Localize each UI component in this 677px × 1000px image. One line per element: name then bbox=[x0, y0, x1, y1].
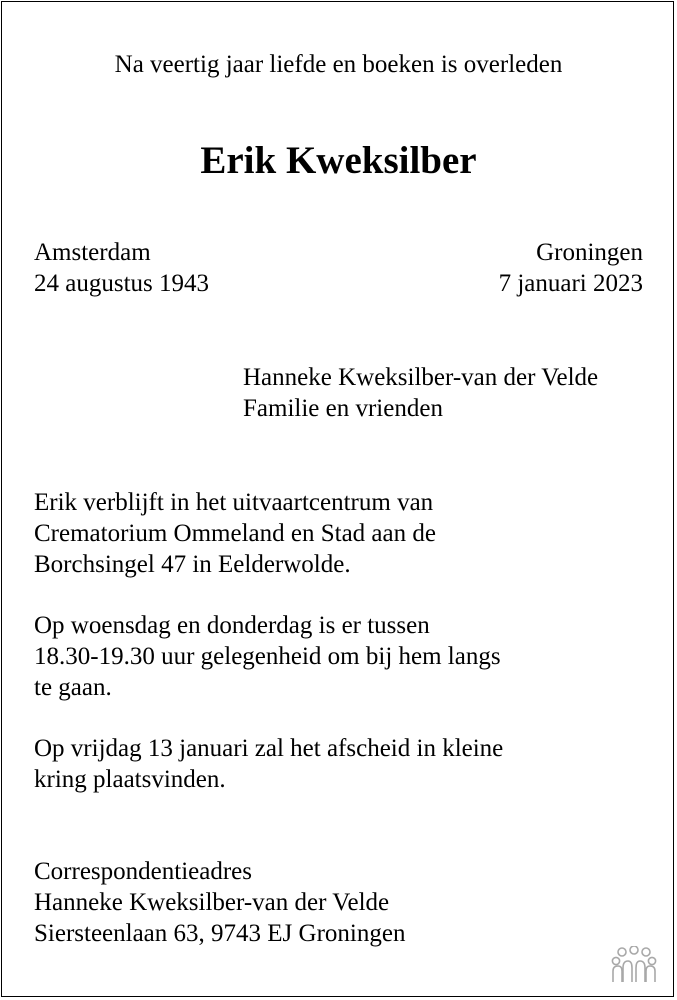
birth-place: Amsterdam bbox=[34, 239, 151, 266]
paragraph-line: Op woensdag en donderdag is er tussen bbox=[34, 612, 430, 639]
intro-line: Na veertig jaar liefde en boeken is overleden bbox=[114, 51, 563, 78]
paragraph-line: Op vrijdag 13 januari zal het afscheid in kleine bbox=[34, 735, 504, 762]
paragraph-line: 18.30-19.30 uur gelegenheid om bij hem langs bbox=[34, 643, 501, 670]
paragraph-line: te gaan. bbox=[34, 674, 112, 701]
deceased-name: Erik Kweksilber bbox=[200, 139, 477, 182]
paragraph-visitation-location bbox=[34, 487, 436, 580]
people-group-icon bbox=[611, 946, 657, 984]
survivor-line: Familie en vrienden bbox=[243, 395, 443, 422]
survivor-line: Hanneke Kweksilber-van der Velde bbox=[243, 364, 599, 391]
death-date: 7 januari 2023 bbox=[498, 270, 643, 297]
correspondence-street: Siersteenlaan 63, 9743 EJ Groningen bbox=[34, 920, 406, 947]
death-place: Groningen bbox=[536, 239, 643, 266]
paragraph-farewell bbox=[34, 733, 503, 795]
death-info bbox=[499, 237, 643, 299]
paragraph-visitation-times bbox=[34, 610, 501, 703]
paragraph-line: kring plaatsvinden. bbox=[34, 766, 226, 793]
survivors-block bbox=[243, 362, 598, 424]
paragraph-line: Crematorium Ommeland en Stad aan de bbox=[34, 520, 436, 547]
correspondence-name: Hanneke Kweksilber-van der Velde bbox=[34, 889, 390, 916]
correspondence-heading: Correspondentieadres bbox=[34, 858, 252, 885]
paragraph-line: Erik verblijft in het uitvaartcentrum van bbox=[34, 489, 434, 516]
birth-info bbox=[34, 237, 209, 299]
paragraph-line: Borchsingel 47 in Eelderwolde. bbox=[34, 551, 351, 578]
correspondence-address bbox=[34, 856, 405, 949]
birth-date: 24 augustus 1943 bbox=[34, 270, 209, 297]
